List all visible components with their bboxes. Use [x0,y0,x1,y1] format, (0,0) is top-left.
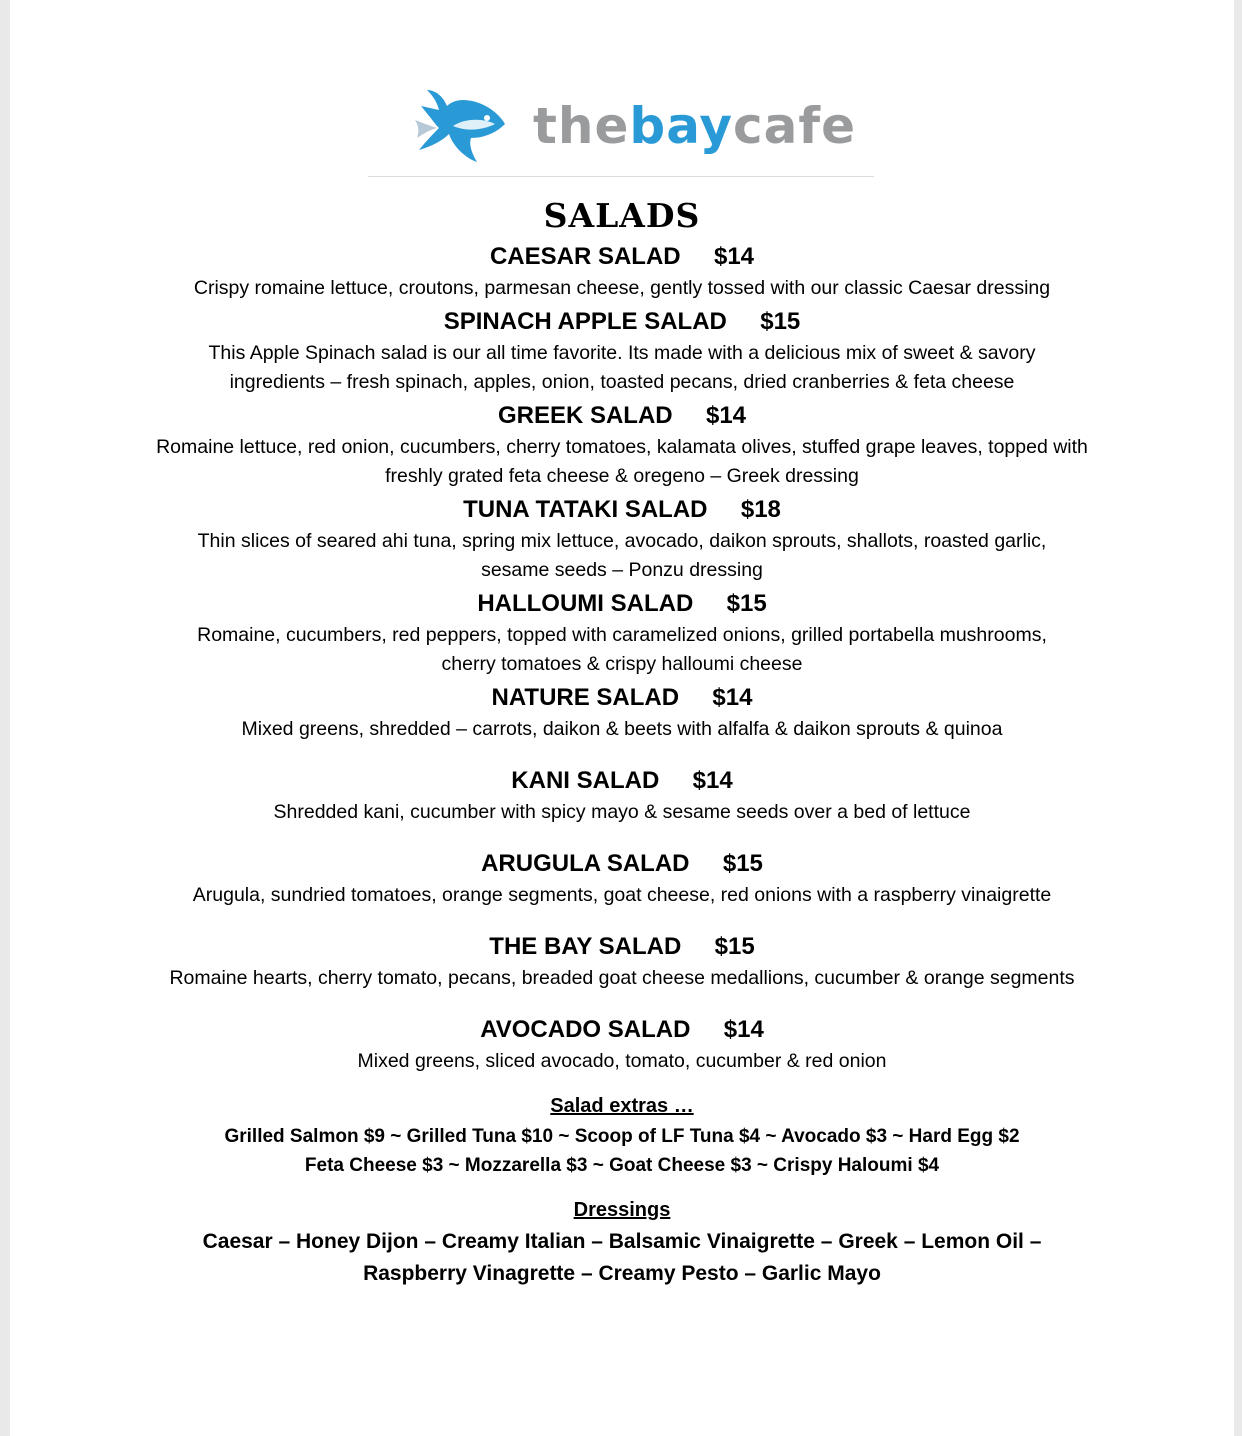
dressings-line: Raspberry Vinagrette – Creamy Pesto – Garlic Mayo [363,1262,881,1285]
item-description: Romaine lettuce, red onion, cucumbers, cherry tomatoes, kalamata olives, stuffed grape leaves, topped with freshly grated feta cheese & oregeno – Greek dressing [156,436,1088,487]
item-name: THE BAY SALAD [489,933,682,960]
spacer [10,744,1234,762]
spacer [10,993,1234,1011]
menu-item [10,589,1234,679]
spacer [10,827,1234,845]
item-description: Mixed greens, shredded – carrots, daikon & beets with alfalfa & daikon sprouts & quinoa [241,718,1003,740]
spacer [10,910,1234,928]
salad-extras [10,1092,1234,1180]
item-description: Mixed greens, sliced avocado, tomato, cucumber & red onion [357,1050,887,1072]
item-price: $18 [740,496,781,523]
item-name: CAESAR SALAD [489,243,681,270]
item-title [10,242,1234,272]
item-title [10,401,1234,431]
item-price: $15 [722,850,763,877]
item-title [10,1015,1234,1045]
menu-item [10,1015,1234,1076]
section-title: SALADS [543,196,701,235]
menu-item [10,932,1234,993]
item-name: TUNA TATAKI SALAD [463,496,708,523]
item-description: Romaine, cucumbers, red peppers, topped with caramelized onions, grilled portabella mushrooms, cherry tomatoes & crispy halloumi cheese [197,624,1047,675]
item-description: Shredded kani, cucumber with spicy mayo & sesame seeds over a bed of lettuce [273,801,971,823]
item-name: AVOCADO SALAD [480,1016,691,1043]
item-name: HALLOUMI SALAD [477,590,694,617]
item-price: $15 [714,933,755,960]
brand-logo [413,86,857,172]
item-title [10,849,1234,879]
item-price: $14 [692,767,733,794]
menu-item [10,766,1234,827]
extras-heading: Salad extras … [550,1095,694,1117]
item-name: KANI SALAD [511,767,660,794]
item-description: Thin slices of seared ahi tuna, spring mix lettuce, avocado, daikon sprouts, shallots, roasted garlic, sesame seeds – Ponzu dressing [197,530,1047,581]
item-name: ARUGULA SALAD [481,850,690,877]
item-price: $15 [726,590,767,617]
brand-word-bay: bay [629,97,734,155]
brand-wordmark [533,96,856,156]
dressings-line: Caesar – Honey Dijon – Creamy Italian – Balsamic Vinaigrette – Greek – Lemon Oil – [202,1230,1042,1253]
item-price: $14 [705,402,747,429]
item-description: This Apple Spinach salad is our all time favorite. Its made with a delicious mix of sweet & savory ingredients – fresh spinach, apples, onion, toasted pecans, dried cranberries & feta cheese [208,342,1036,393]
item-description: Arugula, sundried tomatoes, orange segments, goat cheese, red onions with a raspberry vinaigrette [192,884,1052,906]
menu-item [10,307,1234,397]
item-name: SPINACH APPLE SALAD [443,308,727,335]
item-title [10,307,1234,337]
menu-item [10,683,1234,744]
item-name: NATURE SALAD [491,684,680,711]
brand-word-the: the [533,97,630,155]
menu-content [10,194,1234,1290]
extras-line: Grilled Salmon $9 ~ Grilled Tuna $10 ~ Scoop of LF Tuna $4 ~ Avocado $3 ~ Hard Egg $2 [224,1126,1020,1147]
menu-page [10,0,1234,1436]
item-description: Romaine hearts, cherry tomato, pecans, breaded goat cheese medallions, cucumber & orange segments [169,967,1075,989]
dressings-heading: Dressings [573,1199,671,1221]
item-description: Crispy romaine lettuce, croutons, parmesan cheese, gently tossed with our classic Caesar dressing [193,277,1051,299]
menu-item [10,849,1234,910]
item-title [10,683,1234,713]
menu-item [10,495,1234,585]
item-price: $14 [723,1016,764,1043]
header-divider [368,176,874,177]
extras-line: Feta Cheese $3 ~ Mozzarella $3 ~ Goat Cheese $3 ~ Crispy Haloumi $4 [304,1155,940,1176]
brand-word-cafe: cafe [733,97,857,155]
item-title [10,589,1234,619]
item-price: $15 [760,308,801,335]
item-title [10,766,1234,796]
item-name: GREEK SALAD [497,402,673,429]
dressings [10,1196,1234,1290]
item-price: $14 [713,243,755,270]
item-title [10,932,1234,962]
fish-logo-icon [413,88,513,168]
item-title [10,495,1234,525]
menu-item [10,242,1234,303]
item-price: $14 [712,684,753,711]
menu-item [10,401,1234,491]
